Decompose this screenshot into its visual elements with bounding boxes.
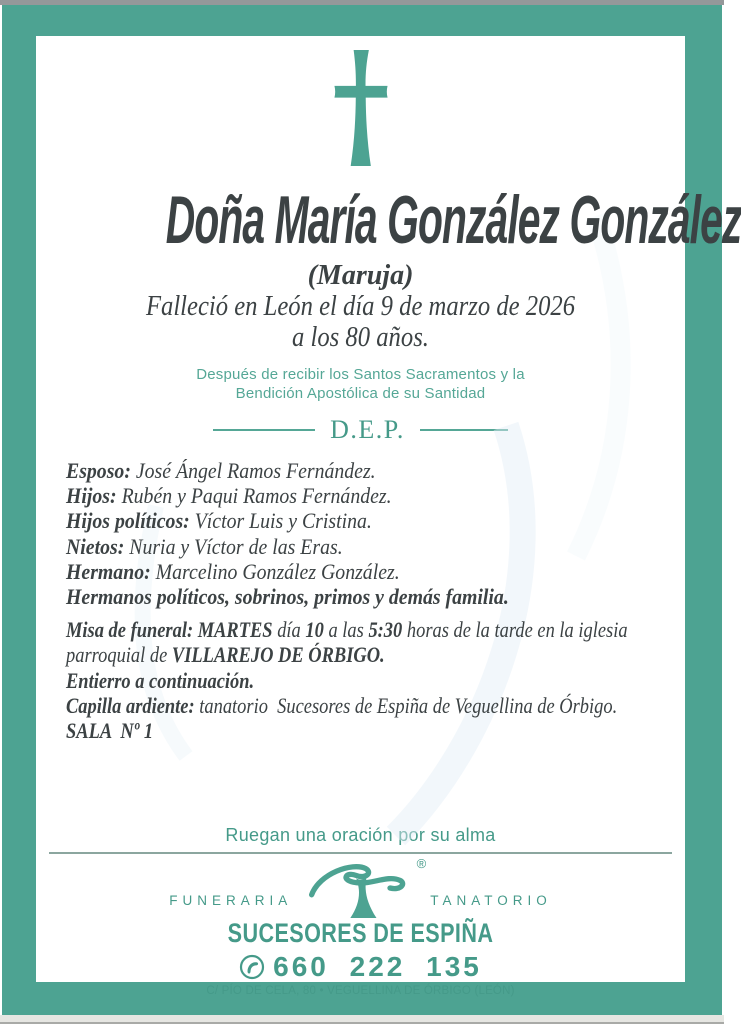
- death-line: Falleció en León el día 9 de marzo de 2026: [145, 291, 576, 322]
- family-line: Hijos políticos: Víctor Luis y Cristina.: [66, 508, 372, 534]
- dep-row: [36, 417, 685, 443]
- registered-mark: ®: [416, 856, 427, 872]
- phone-number: 660 222 135: [273, 951, 482, 983]
- family-line: Hermanos políticos, sobrinos, primos y demás familia.: [66, 584, 509, 610]
- brand-funeraria-label: FUNERARIA: [169, 893, 293, 909]
- funeral-line: Entierro a continuación.: [66, 667, 255, 693]
- family-list: [36, 458, 685, 609]
- family-line: Hijos: Rubén y Paqui Ramos Fernández.: [66, 483, 392, 509]
- family-line: Esposo: José Ángel Ramos Fernández.: [66, 458, 376, 483]
- sacraments-line-2: Bendición Apostólica de su Santidad: [235, 384, 486, 402]
- teal-frame: [2, 5, 741, 1015]
- deceased-nickname: (Maruja): [307, 260, 414, 291]
- funeral-line: Capilla ardiente: tanatorio Sucesores de Espiña de Veguellina de Órbigo.: [66, 692, 618, 718]
- dep-divider-right: [420, 429, 508, 431]
- prayer-line: Ruegan una oración por su alma: [225, 825, 496, 846]
- funeral-line: Misa de funeral: MARTES día 10 a las 5:30 horas de la tarde en la iglesia: [66, 617, 628, 643]
- family-line: Hermano: Marcelino González González.: [66, 558, 400, 584]
- funeral-line: SALA Nº 1: [66, 718, 154, 744]
- dep-label: D.E.P.: [330, 415, 405, 444]
- brand-tanatorio-label: TANATORIO: [430, 893, 552, 909]
- phone-icon: [239, 954, 265, 980]
- notice-content: [36, 36, 741, 998]
- age-line: a los 80 años.: [292, 322, 429, 353]
- address-line: C/ PÍO DE CELA, 80 • VEGUELLINA DE ÓRBIGO (LEÓN): [206, 985, 515, 998]
- cross-icon: [325, 49, 397, 167]
- deceased-name: Doña María González González: [165, 182, 741, 258]
- family-line: Nietos: Nuria y Víctor de las Eras.: [66, 533, 343, 559]
- sacraments-line-1: Después de recibir los Santos Sacramentos y la: [196, 366, 525, 383]
- brand-row: [36, 858, 685, 918]
- sacraments-text: [36, 366, 685, 403]
- brand-name: SUCESORES DE ESPIÑA: [227, 918, 494, 949]
- dep-divider-left: [213, 429, 315, 431]
- phone-row: [36, 951, 685, 983]
- funeral-line: parroquial de VILLAREJO DE ÓRBIGO.: [66, 642, 385, 668]
- funeral-info-list: [36, 617, 685, 743]
- footer-divider: [49, 852, 672, 854]
- funeraria-tree-logo-icon: [302, 856, 427, 918]
- scan-edge-bottom: [0, 1015, 724, 1024]
